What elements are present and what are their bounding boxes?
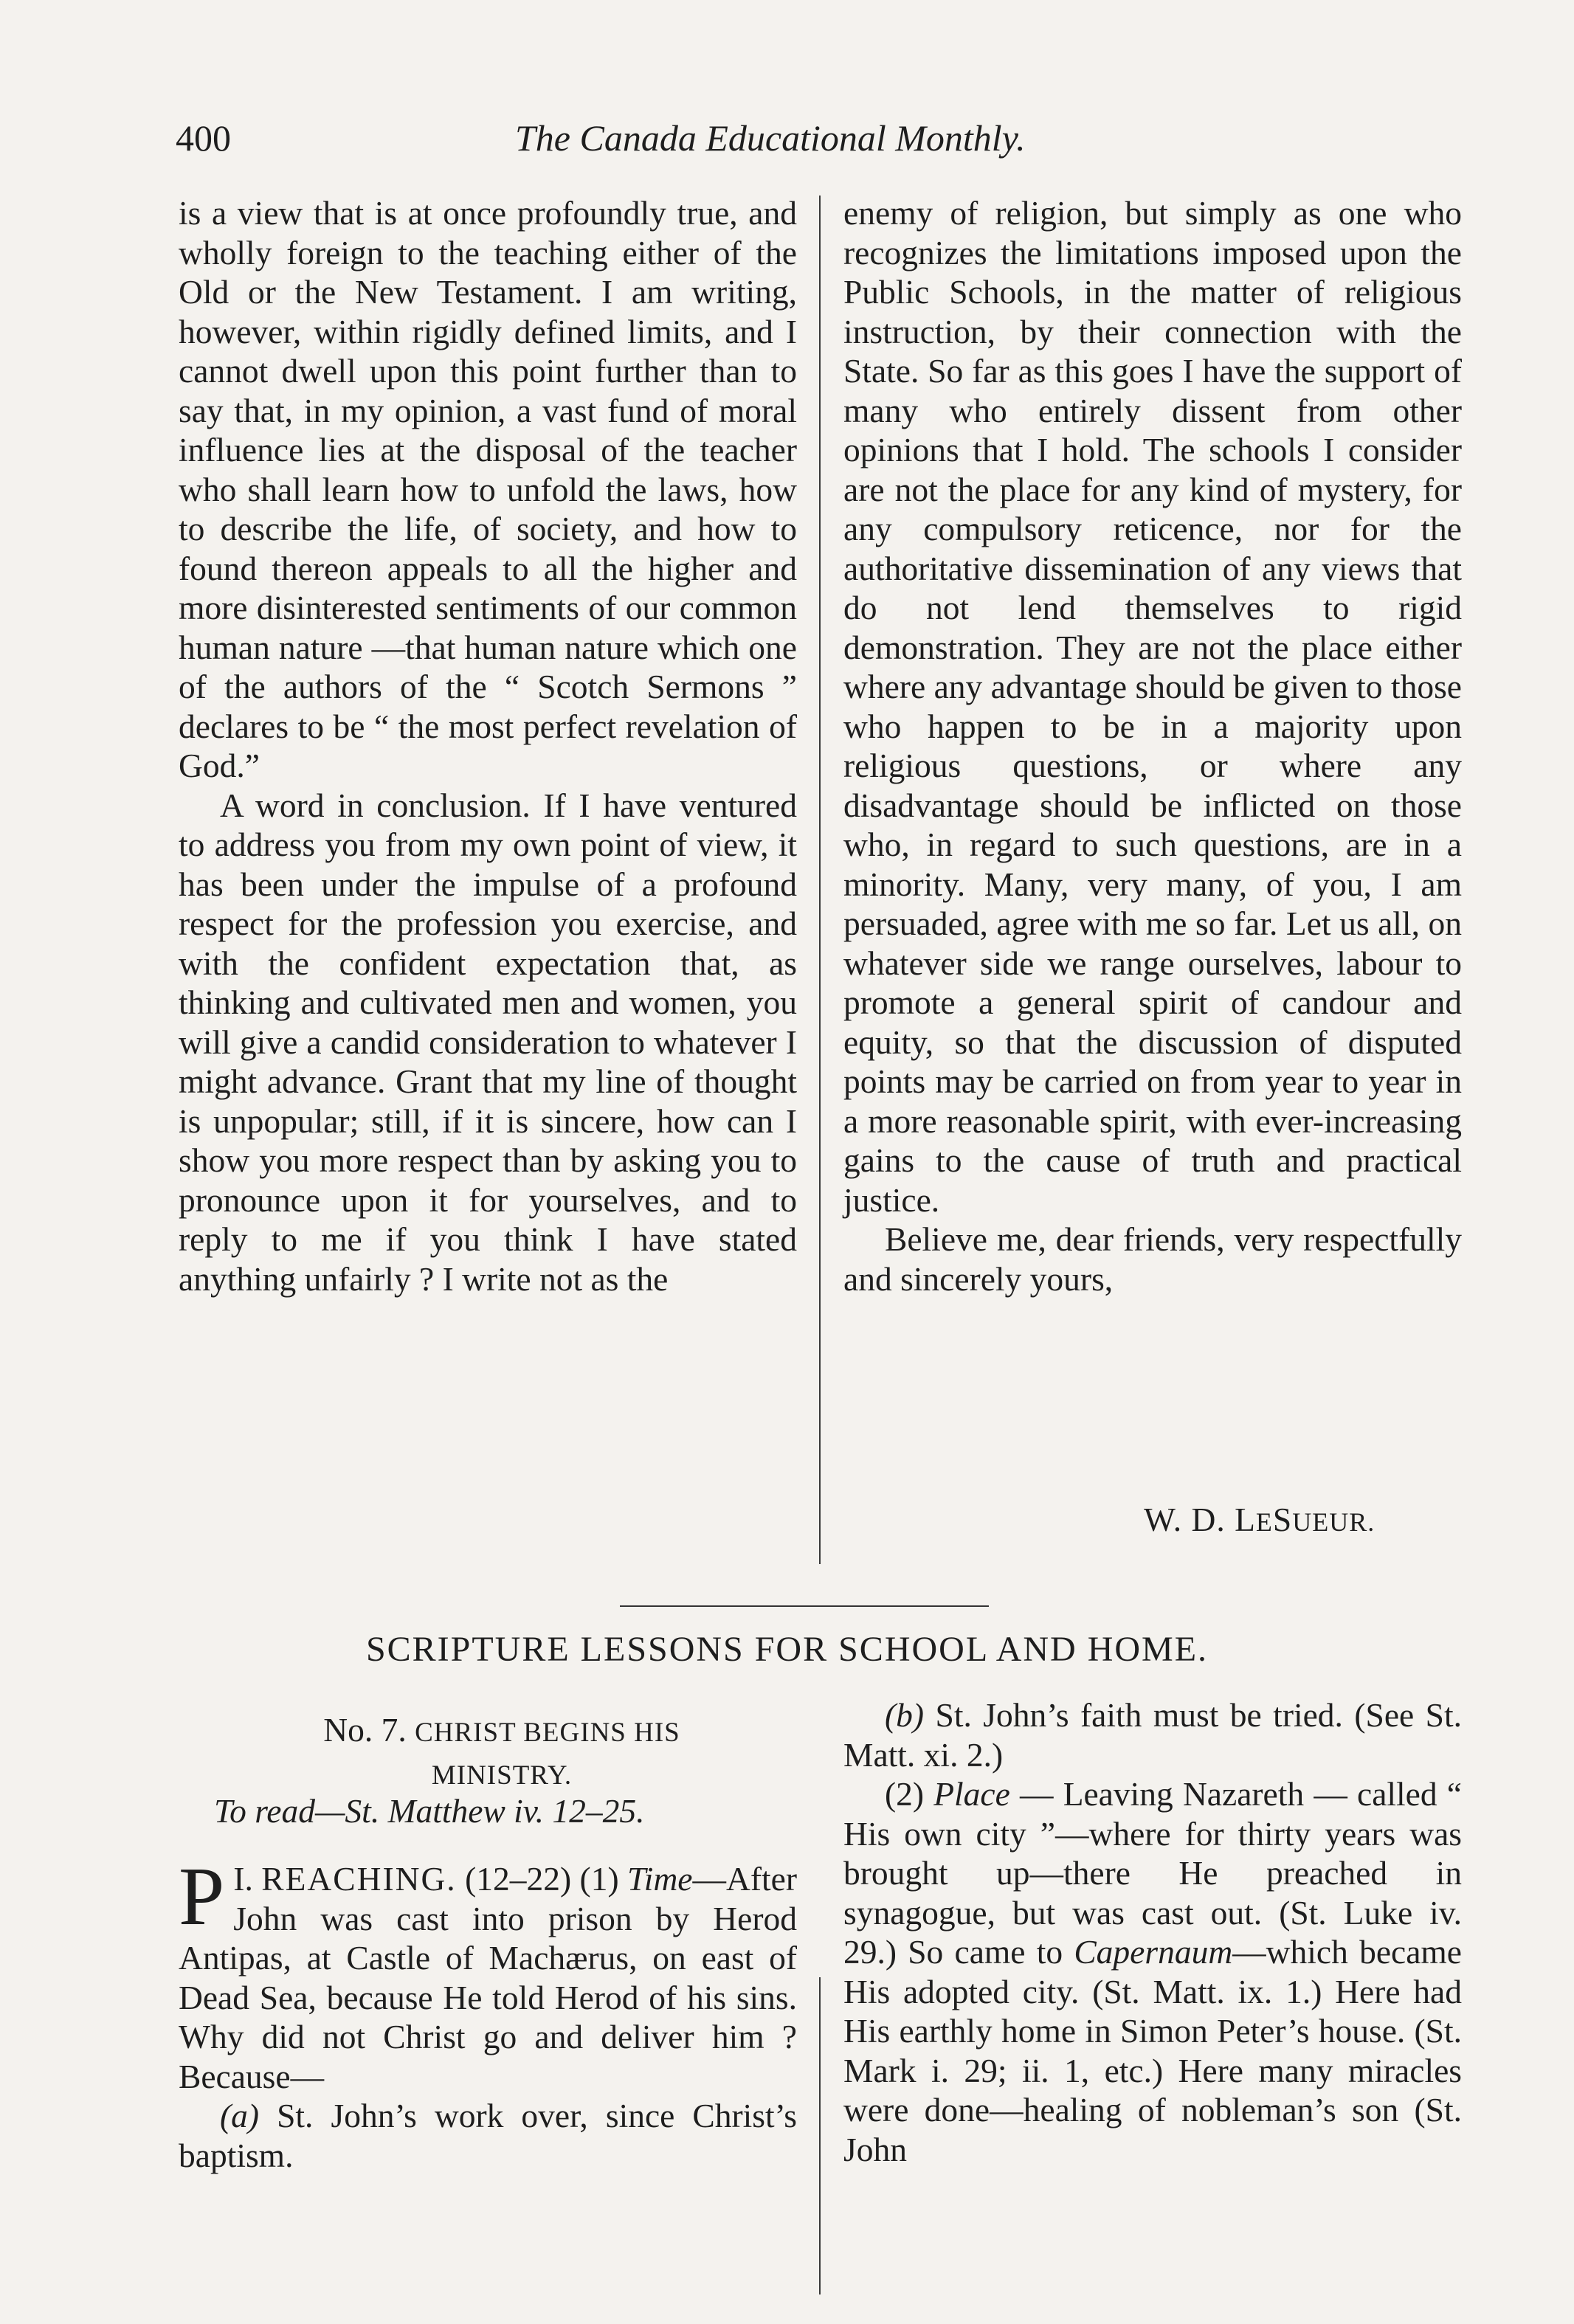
bottom-left-column (179, 1851, 798, 2175)
page-header (176, 117, 1460, 168)
text: — Leaving Nazareth — called “ His own city ”—where for thirty years was brought up—there He preached in synagogue, but was cast out. (St. Luke iv. 29.) So came to (843, 1775, 1462, 1971)
text: (2) (885, 1775, 934, 1813)
paragraph: is a view that is at once profoundly true, and wholly foreign to the teaching either of the Old or the New Testament. I am writing, however, within rigidly defined limits, and I cannot dwell upon this point further than to say that, in my opinion, a vast fund of moral influence lies at the disposal of the teacher who shall learn how to unfold the laws, how to describe the life, of society, and how to found thereon appeals to all the higher and more disinterested sentiments of our common human nature —that human nature which one of the authors of the “ Scotch Sermons ” declares to be “ the most perfect revelation of God.” (179, 194, 797, 784)
text: —which became His adopted city. (St. Matt. ix. 1.) Here had His earthly home in Simon Peter’s house. (St. Mark i. 29; ii. 1, etc.) Here many miracles were done—healing of nobleman’s son (St. John (843, 1933, 1463, 2168)
text: (12–22) (1) (456, 1860, 628, 1898)
paragraph: Believe me, dear friends, very respectfully and sincerely yours, (843, 1220, 1462, 1298)
page-number: 400 (176, 117, 231, 159)
marker: (b) (885, 1696, 925, 1734)
signature-part: W. D. L (1144, 1501, 1256, 1538)
lesson-heading (214, 1710, 790, 1795)
lead-word: REACHING. (261, 1860, 457, 1898)
signature-part: S (1272, 1501, 1293, 1538)
top-right-column (843, 193, 1462, 1298)
signature (1144, 1500, 1375, 1539)
paragraph: A word in conclusion. If I have ventured to address you from my own point of view, it has been under the impulse of a profound respect for the profession you exercise, and with the confident expectation that, as thinking and cultivated men and women, you will give a candid consideration to whatever I might advance. Grant that my line of thought is unpopular; still, if it is sincere, how can I show you more respect than by asking you to pronounce upon it for yourselves, and to reply to me if you think I have stated anything unfairly ? I write not as the (179, 786, 797, 1298)
paragraph: enemy of religion, but simply as one who recognizes the limitations imposed upon the Public Schools, in the matter of religious instruction, by their connection with the State. So far as this goes I have the support of many who entirely dissent from other opinions that I hold. The schools I consider are not the place for any kind of mystery, for any compulsory reticence, nor for the authoritative dissemination of any views that do not lend themselves to rigid demonstration. They are not the place either where any advantage should be given to those who happen to be in a majority upon religious questions, or where any disadvantage should be inflicted on those who, in regard to such questions, are in a minority. Many, very many, of you, I am persuaded, agree with me so far. Let us all, on whatever side we range ourselves, labour to promote a general spirit of candour and equity, so that the discussion of disputed points may be carried on from year to year in a more reasonable spirit, with ever-increasing gains to the cause of truth and practical justice. (843, 194, 1462, 1219)
column-divider (819, 1977, 821, 2294)
signature-part: E (1255, 1507, 1273, 1537)
lesson-title-line1: CHRIST BEGINS HIS (415, 1718, 680, 1748)
lesson-title-line2: MINISTRY. (431, 1760, 573, 1791)
text: St. John’s faith must be tried. (See St. Matt. xi. 2.) (843, 1696, 1462, 1774)
column-divider (819, 196, 821, 1564)
signature-part: UEUR. (1292, 1507, 1375, 1537)
capernaum: Capernaum (1074, 1933, 1233, 1971)
text: St. John’s work over, since Christ’s baptism. (179, 2097, 797, 2174)
marker: (a) (220, 2097, 260, 2134)
section-title: SCRIPTURE LESSONS FOR SCHOOL AND HOME. (365, 1630, 1209, 1669)
paragraph (179, 2096, 797, 2175)
dropcap: P (179, 1851, 225, 1943)
place-label: Place (933, 1775, 1010, 1813)
paragraph (843, 1695, 1462, 1774)
paragraph (843, 1774, 1462, 2169)
paragraph (179, 1851, 798, 2096)
to-read: To read—St. Matthew iv. 12–25. (214, 1792, 645, 1830)
time-label: Time (627, 1860, 693, 1898)
lesson-number: No. 7. (323, 1711, 407, 1749)
bottom-right-column (843, 1695, 1462, 2169)
top-left-column (179, 193, 797, 1298)
text: —After John was cast into prison by Herod Antipas, at Castle of Machærus, on east of Dead Sea, because He told Herod of his sins. Why did not Christ go and deliver him ? Because— (179, 1860, 798, 2095)
running-title: The Canada Educational Monthly. (515, 117, 1026, 159)
section-divider (620, 1605, 989, 1607)
section-roman: I. (233, 1860, 253, 1898)
